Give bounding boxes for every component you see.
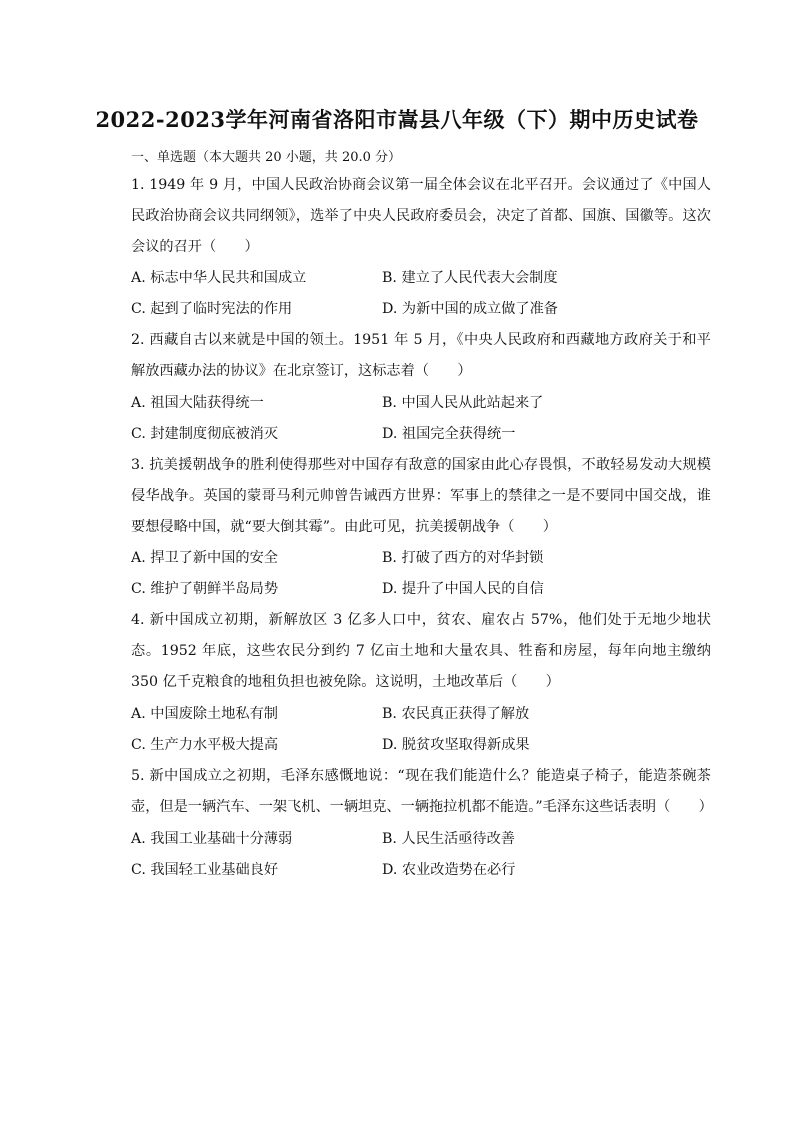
question-1-text: 1. 1949 年 9 月，中国人民政治协商会议第一届全体会议在北平召开。会议通过了《中国人民政治协商会议共同纲领》，选举了中央人民政府委员会，决定了首都、国旗、国徽等。这次会议的召开（ ） bbox=[131, 177, 711, 255]
option-d[interactable]: D. 提升了中国人民的自信 bbox=[382, 581, 544, 597]
option-d[interactable]: D. 脱贫攻坚取得新成果 bbox=[382, 737, 530, 753]
option-c[interactable]: C. 起到了临时宪法的作用 bbox=[131, 301, 293, 317]
option-b[interactable]: B. 中国人民从此站起来了 bbox=[382, 395, 544, 411]
question-1-options bbox=[131, 263, 711, 325]
question-3-options bbox=[131, 543, 711, 605]
option-b[interactable]: B. 建立了人民代表大会制度 bbox=[382, 270, 558, 286]
question-2-options bbox=[131, 388, 711, 450]
option-b[interactable]: B. 农民真正获得了解放 bbox=[382, 706, 530, 722]
option-d[interactable]: D. 农业改造势在必行 bbox=[382, 862, 516, 878]
option-a[interactable]: A. 标志中华人民共和国成立 bbox=[131, 270, 307, 286]
option-b[interactable]: B. 人民生活亟待改善 bbox=[382, 831, 515, 847]
option-a[interactable]: A. 捍卫了新中国的安全 bbox=[131, 550, 278, 566]
question-5-options bbox=[131, 824, 711, 886]
option-b[interactable]: B. 打破了西方的对华封锁 bbox=[382, 550, 544, 566]
question-5-text: 5. 新中国成立之初期，毛泽东感慨地说：“现在我们能造什么？能造桌子椅子，能造茶碗茶壶，但是一辆汽车、一架飞机、一辆坦克、一辆拖拉机都不能造。”毛泽东这些话表明（ ） bbox=[131, 768, 713, 815]
option-a[interactable]: A. 中国废除土地私有制 bbox=[131, 706, 278, 722]
option-d[interactable]: D. 为新中国的成立做了准备 bbox=[382, 301, 558, 317]
option-a[interactable]: A. 我国工业基础十分薄弱 bbox=[131, 831, 293, 847]
option-c[interactable]: C. 维护了朝鲜半岛局势 bbox=[131, 581, 279, 597]
question-4-text: 4. 新中国成立初期，新解放区 3 亿多人口中，贫农、雇农占 57%，他们处于无地少地状态。1952 年底，这些农民分到约 7 亿亩土地和大量农具、牲畜和房屋，每年向地主缴纳 350 亿千克粮食的地租负担也被免除。这说明，土地改革后（ ） bbox=[131, 612, 711, 690]
question-3-text: 3. 抗美援朝战争的胜利使得那些对中国存有敌意的国家由此心存畏惧，不敢轻易发动大规模侵华战争。英国的蒙哥马利元帅曾告诫西方世界：军事上的禁律之一是不要同中国交战，谁要想侵略中国，就“要大倒其霉”。由此可见，抗美援朝战争（ ） bbox=[131, 457, 711, 535]
exam-title: 2022-2023学年河南省洛阳市嵩县八年级（下）期中历史试卷 bbox=[95, 107, 699, 132]
option-d[interactable]: D. 祖国完全获得统一 bbox=[382, 426, 516, 442]
option-c[interactable]: C. 我国轻工业基础良好 bbox=[131, 862, 279, 878]
option-c[interactable]: C. 封建制度彻底被消灭 bbox=[131, 426, 279, 442]
question-4-options bbox=[131, 699, 711, 761]
option-c[interactable]: C. 生产力水平极大提高 bbox=[131, 737, 279, 753]
option-a[interactable]: A. 祖国大陆获得统一 bbox=[131, 395, 264, 411]
question-2-text: 2. 西藏自古以来就是中国的领土。1951 年 5 月，《中央人民政府和西藏地方政府关于和平解放西藏办法的协议》在北京签订，这标志着（ ） bbox=[131, 332, 711, 379]
section-heading: 一、单选题（本大题共 20 小题，共 20.0 分） bbox=[131, 150, 402, 165]
